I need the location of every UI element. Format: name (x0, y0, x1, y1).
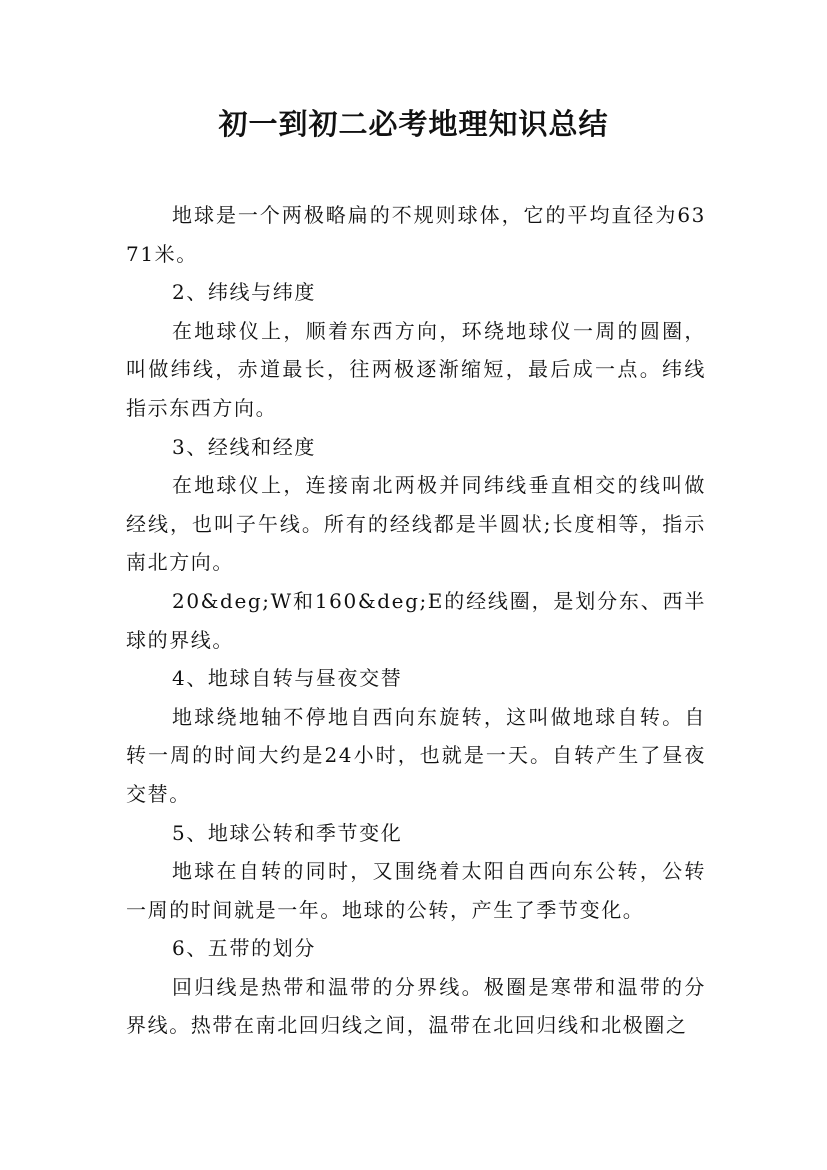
heading-five-zones: 6、五带的划分 (172, 936, 316, 961)
heading-rotation: 4、地球自转与昼夜交替 (172, 666, 403, 691)
heading-latitude: 2、纬线与纬度 (172, 280, 316, 305)
paragraph-longitude: 在地球仪上，连接南北两极并同纬线垂直相交的线叫做经线，也叫子午线。所有的经线都是半圆状;长度相等，指示南北方向。 (126, 473, 706, 575)
paragraph-earth-shape: 地球是一个两极略扁的不规则球体，它的平均直径为6371米。 (126, 203, 706, 266)
heading-revolution: 5、地球公转和季节变化 (172, 820, 403, 845)
paragraph-rotation: 地球绕地轴不停地自西向东旋转，这叫做地球自转。自转一周的时间大约是24小时，也就是一天。自转产生了昼夜交替。 (126, 704, 706, 806)
heading-longitude: 3、经线和经度 (172, 434, 316, 459)
paragraph-hemisphere-boundary: 20&deg;W和160&deg;E的经线圈，是划分东、西半球的界线。 (126, 588, 706, 652)
paragraph-five-zones: 回归线是热带和温带的分界线。极圈是寒带和温带的分界线。热带在南北回归线之间，温带在北回归线和北极圈之 (126, 974, 706, 1038)
document-body (126, 196, 706, 1045)
document-title: 初一到初二必考地理知识总结 (218, 107, 609, 141)
paragraph-revolution: 地球在自转的同时，又围绕着太阳自西向东公转，公转一周的时间就是一年。地球的公转，产生了季节变化。 (126, 859, 706, 922)
paragraph-latitude: 在地球仪上，顺着东西方向，环绕地球仪一周的圆圈，叫做纬线，赤道最长，往两极逐渐缩短，最后成一点。纬线指示东西方向。 (126, 318, 706, 420)
